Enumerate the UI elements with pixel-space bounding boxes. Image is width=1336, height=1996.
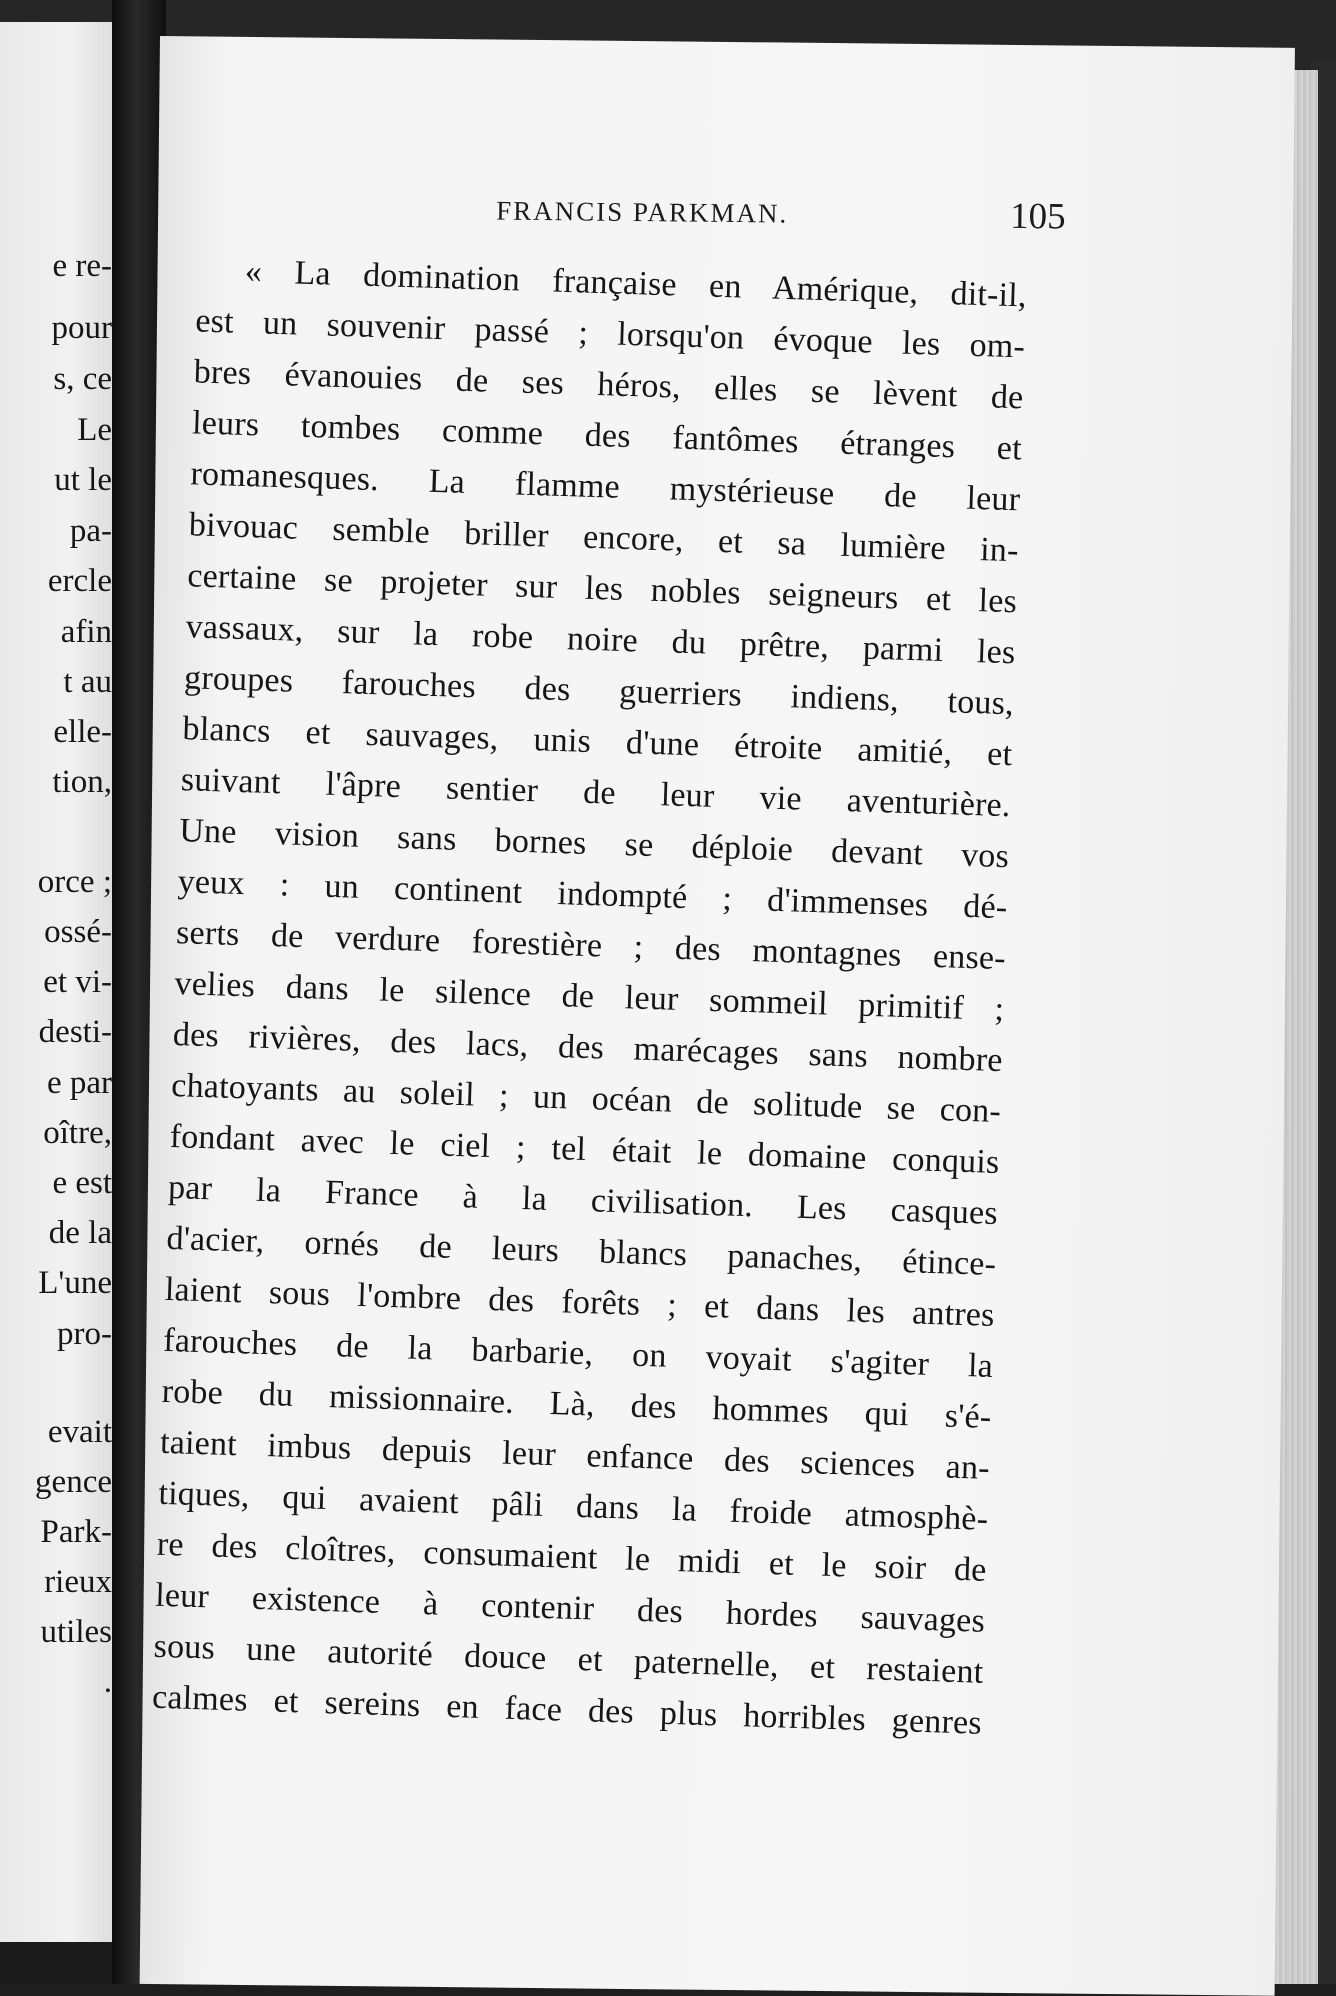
text-line: farouches de la barbarie, on voyait s'agiter la [162, 1321, 994, 1385]
left-line: utiles [40, 1614, 112, 1650]
page-number: 105 [1009, 195, 1066, 238]
left-line: ossé- [44, 914, 112, 950]
text-line: blancs et sauvages, unis d'une étroite amitié, et [182, 710, 1013, 774]
text-line: velies dans le silence de leur sommeil primitif ; [174, 965, 1005, 1029]
text-line: est un souvenir passé ; lorsqu'on évoque les om- [194, 302, 1026, 366]
left-line: Le [77, 412, 112, 448]
text-line: « La domination française en Amérique, dit-il, [244, 252, 1028, 315]
text-line: bivouac semble briller encore, et sa lumière in- [188, 506, 1020, 570]
left-line: ut le [54, 462, 112, 498]
left-line: e re- [52, 248, 112, 284]
left-line: orce ; [37, 864, 112, 900]
text-line: chatoyants au soleil ; un océan de solitude se con- [170, 1067, 1002, 1131]
text-line: leurs tombes comme des fantômes étranges et [191, 404, 1023, 468]
left-line: . [103, 1664, 112, 1700]
left-page-fragment [0, 22, 118, 1942]
left-line: e par [46, 1065, 112, 1101]
left-line: et vi- [43, 964, 112, 1000]
left-line: desti- [38, 1014, 112, 1050]
left-line: de la [48, 1215, 112, 1251]
text-line: taient imbus depuis leur enfance des sciences an- [159, 1423, 991, 1487]
left-line: evait [47, 1414, 112, 1450]
text-line: yeux : un continent indompté ; d'immenses dé- [177, 863, 1008, 927]
left-line: ercle [47, 563, 112, 599]
text-line: d'acier, ornés de leurs blancs panaches, étince- [166, 1219, 997, 1283]
text-line: laient sous l'ombre des forêts ; et dans les antres [164, 1270, 996, 1334]
book-page [140, 36, 1295, 1996]
text-line: leur existence à contenir des hordes sauvages [154, 1576, 986, 1640]
text-line: serts de verdure forestière ; des montagnes ense- [175, 914, 1007, 978]
text-line: calmes et sereins en face des plus horribles genres [151, 1678, 983, 1742]
left-line: gence [35, 1464, 112, 1500]
text-line: romanesques. La flamme mystérieuse de leur [190, 455, 1021, 519]
text-line: fondant avec le ciel ; tel était le domaine conquis [169, 1117, 1000, 1182]
left-line: elle- [53, 714, 112, 750]
left-line: L'une [38, 1265, 112, 1301]
body-text [151, 244, 1027, 1748]
text-line: robe du missionnaire. Là, des hommes qui s'é- [161, 1372, 992, 1436]
text-line: suivant l'âpre sentier de leur vie aventurière. [180, 761, 1012, 825]
left-line: pour [51, 310, 112, 346]
text-line: vassaux, sur la robe noire du prêtre, parmi les [185, 608, 1016, 672]
text-line: groupes farouches des guerriers indiens, tous, [183, 659, 1015, 723]
running-head: FRANCIS PARKMAN. [496, 195, 789, 229]
left-line: tion, [52, 764, 112, 800]
left-line: pa- [69, 513, 112, 549]
left-line: e est [52, 1165, 112, 1201]
left-line: t au [63, 664, 112, 700]
text-line: tiques, qui avaient pâli dans la froide atmosphè- [157, 1474, 989, 1538]
text-line: par la France à la civilisation. Les casques [167, 1168, 999, 1233]
left-line: s, ce [53, 361, 112, 397]
text-line: re des cloîtres, consumaient le midi et le soir de [156, 1525, 988, 1589]
text-line: sous une autorité douce et paternelle, et restaient [153, 1627, 984, 1691]
text-line: certaine se projeter sur les nobles seigneurs et les [186, 557, 1018, 621]
left-line: Park- [40, 1514, 112, 1550]
text-line: des rivières, des lacs, des marécages sans nombre [172, 1016, 1004, 1080]
left-line: afin [60, 614, 112, 650]
left-line: oître, [43, 1115, 112, 1151]
text-line: Une vision sans bornes se déploie devant vos [178, 812, 1010, 876]
left-line: pro- [57, 1316, 112, 1352]
text-line: bres évanouies de ses héros, elles se lèvent de [193, 353, 1024, 417]
left-line: rieux [44, 1564, 112, 1600]
